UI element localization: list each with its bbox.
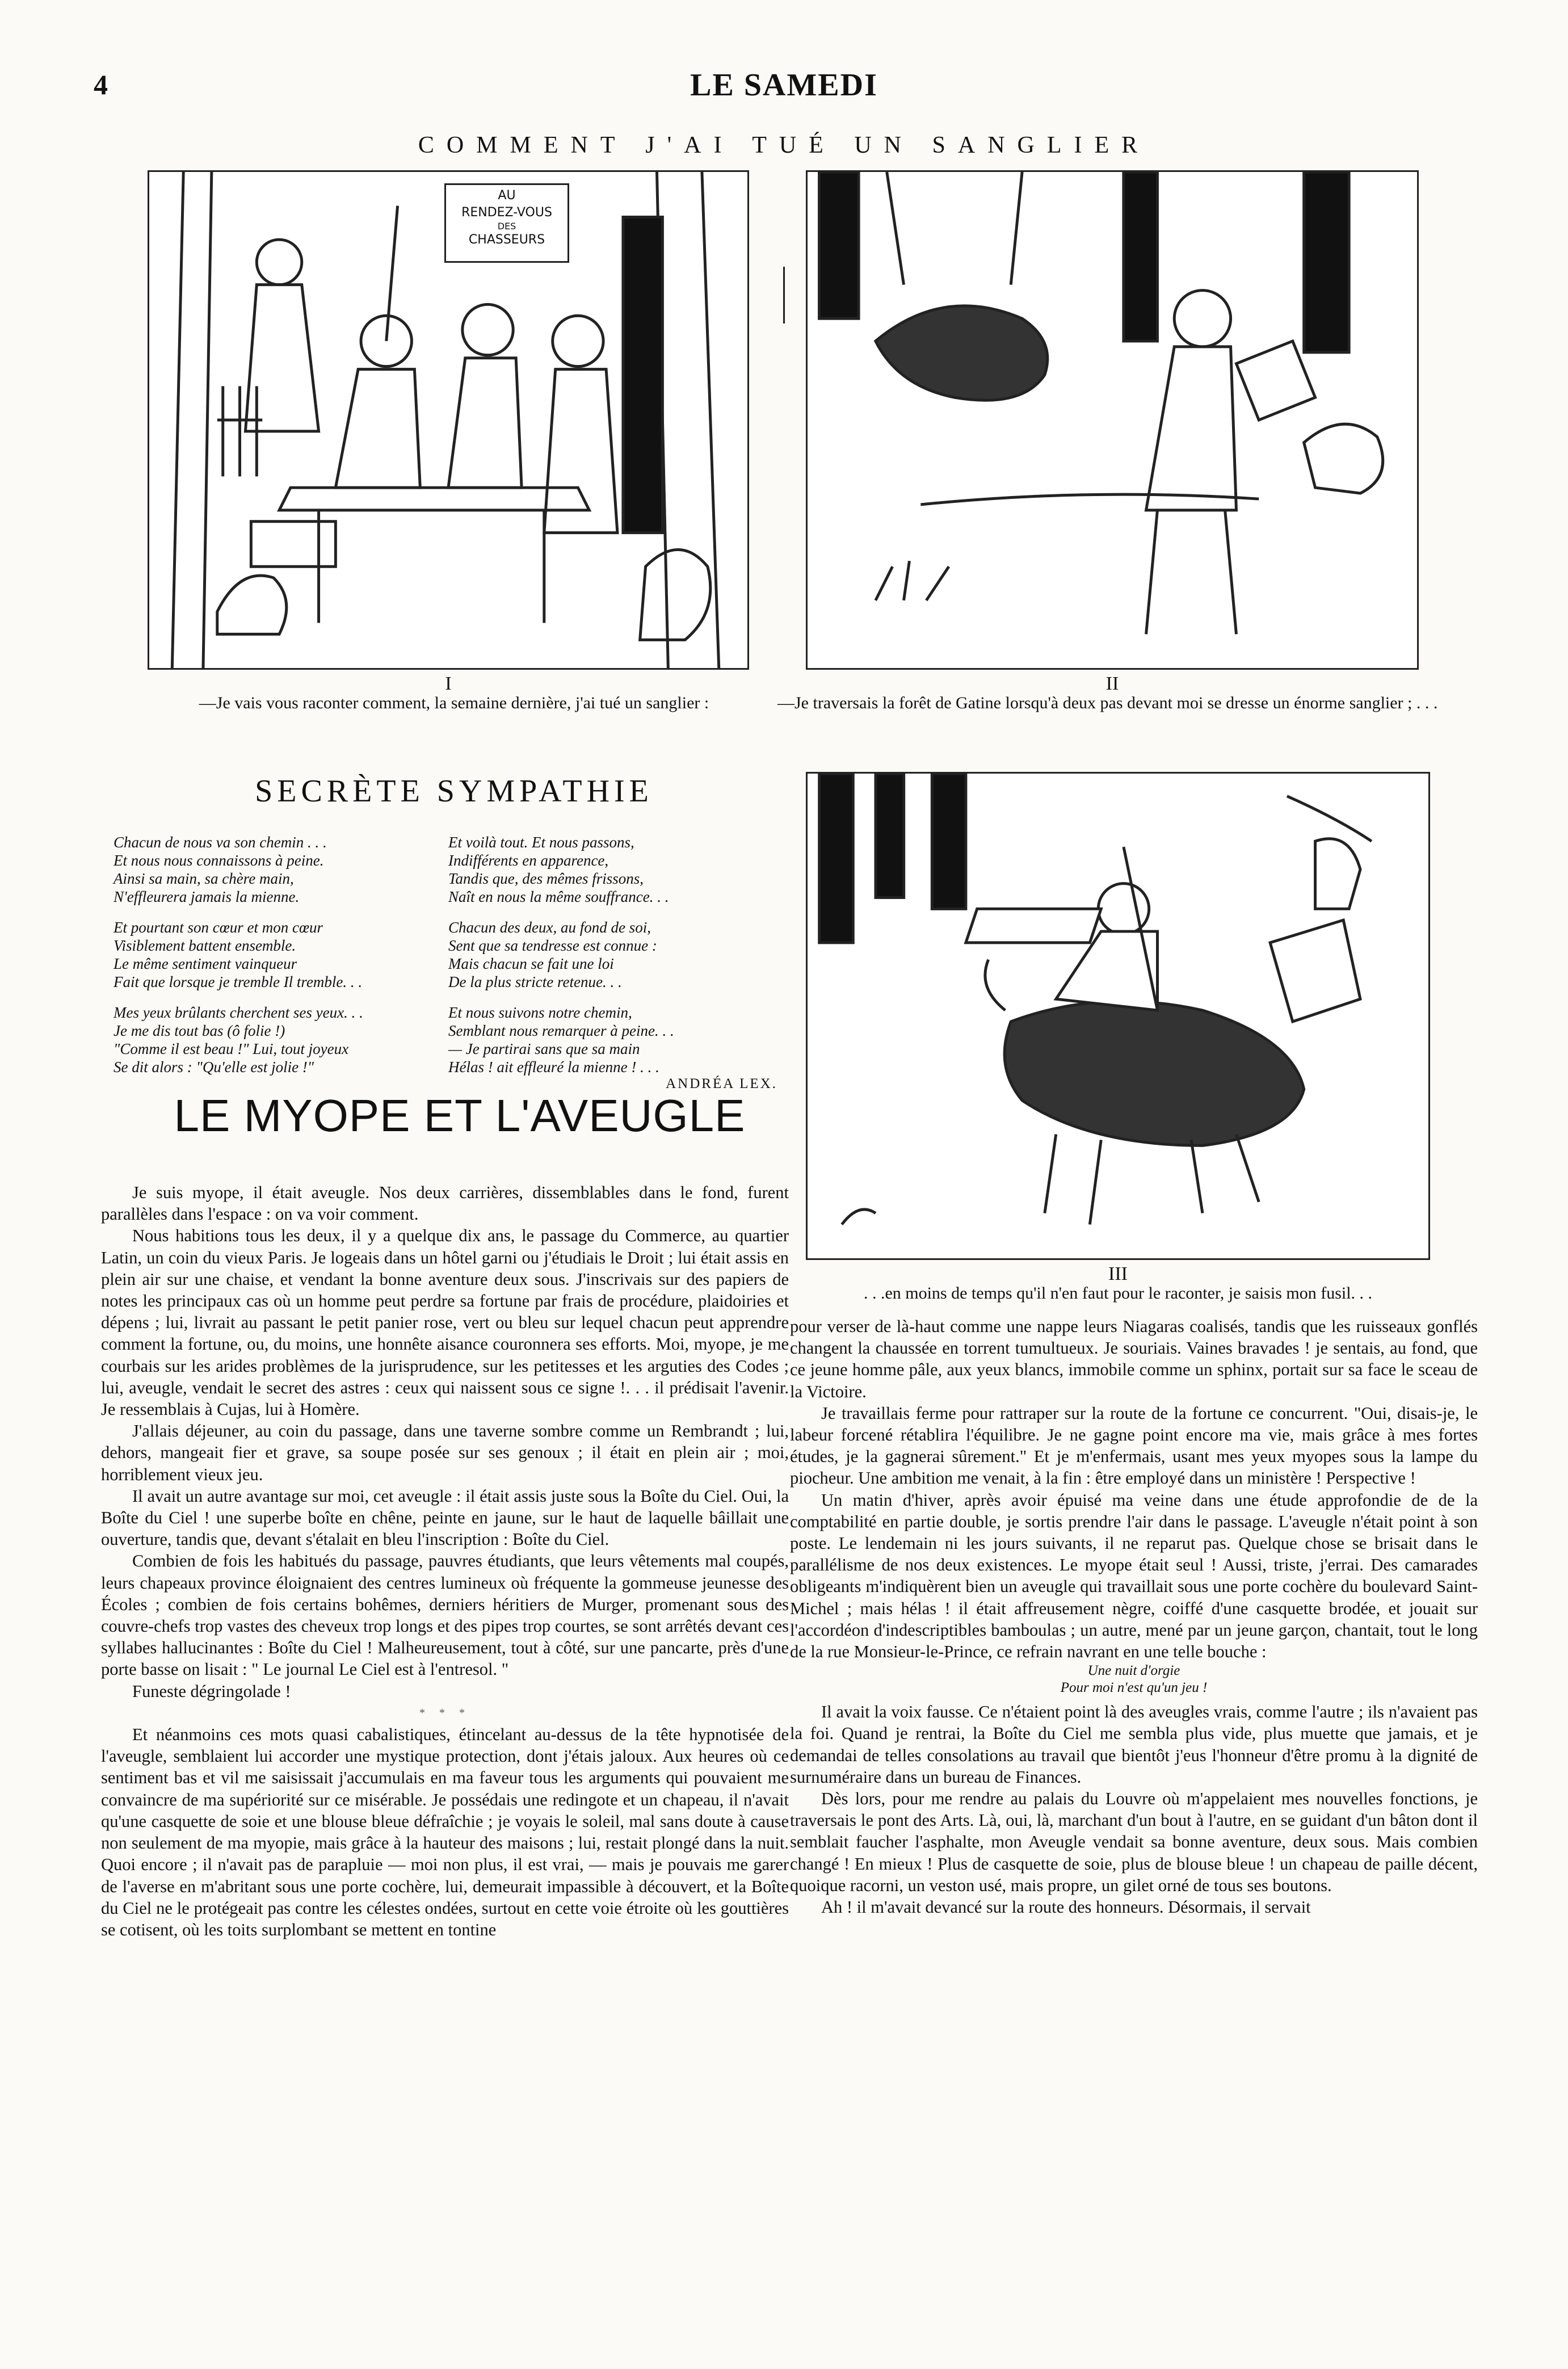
journal-masthead: LE SAMEDI <box>690 68 878 103</box>
poem-stanza: Et voilà tout. Et nous passons, Indifférents en apparence, Tandis que, des mêmes frissons, Naît en nous la même souffrance. . . <box>448 834 669 905</box>
article-paragraph: Je travaillais ferme pour rattraper sur la route de la fortune ce concurrent. "Oui, disais-je, le labeur forcené rétablira l'équilibre. Je ne gagne point encore ma vie, mais grâce à mes fortes études, je la gagnerai sûrement." Et je m'enfermais, usant mes yeux myopes sous la lampe du piocheur. Une ambition me venait, à la fin : être employé dans un ministère ! Perspective ! <box>790 1403 1478 1488</box>
article-paragraph: Et néanmoins ces mots quasi cabalistiques, étincelant au-dessus de la tête hypnotisée de l'aveugle, semblaient lui accorder une mystique protection, dont j'étais jaloux. Aux heures où ce sentiment bas et vil me saisissait j'accumulais en ma faveur tous les arguments qui pouvaient me convaincre de ma supériorité sur ce misérable. Je possédais une redingote et un chapeau, il n'avait qu'une casquette de soie et une blouse bleue défraîchie ; je voyais le soleil, mal sans doute à cause non seulement de ma myopie, mais grâce à la hauteur des maisons ; lui, restait plongé dans la nuit. Quoi encore ; il n'avait pas de parapluie — moi non plus, il est vrai, — mais je pouvais me garer de l'averse en m'abritant sous une porte cochère, lui, demeurait impassible à découvert, et la Boîte du Ciel ne le protégeait pas contre les célestes ondées, surtout en cette voie étroite où les gouttières se cotisent, où les toits surplombant se mettent en tontine <box>101 1725 789 1939</box>
poem-title: SECRÈTE SYMPATHIE <box>255 774 653 809</box>
article-paragraph: J'allais déjeuner, au coin du passage, dans une taverne sombre comme un Rembrandt ; lui, dehors, mangeait fier et grave, sa soupe posée sur ses genoux ; il était en plein air ; moi, horriblement vieux jeu. <box>101 1421 789 1484</box>
sign-line: CHASSEURS <box>468 233 545 247</box>
poem-author: ANDRÉA LEX. <box>666 1076 777 1091</box>
panel-divider <box>783 267 785 324</box>
panel-3-numeral: III <box>1108 1263 1128 1284</box>
sign-line: AU <box>498 188 516 203</box>
article-paragraph: Il avait un autre avantage sur moi, cet aveugle : il était assis juste sous la Boîte du Ciel. Oui, la Boîte du Ciel ! une superbe boîte en chêne, peinte en jaune, sur le haut de laquelle bâillait une ouverture, tandis que, devant s'étalait en bleu l'inscription : Boîte du Ciel. <box>101 1486 789 1549</box>
poem-stanza: Chacun des deux, au fond de soi, Sent que sa tendresse est connue : Mais chacun se fait une loi De la plus stricte retenue. . . <box>448 919 657 990</box>
panel-2-illustration <box>808 172 1417 668</box>
article-paragraph: Nous habitions tous les deux, il y a quelque dix ans, le passage du Commerce, au quartier Latin, un coin du vieux Paris. Je logeais dans un hôtel garni ou j'étudiais le Droit ; lui était assis en plein air sur une chaise, et vendant la bonne aventure deux sous. J'inscrivais sur des papiers de notes les principaux cas où un homme peut perdre sa fortune par frais de procédure, plaidoiries et dépens ; lui, livrait au passant le petit panier rose, vert ou bleu sur lequel chacun peut apprendre comment la fortune, ou, du moins, une honnête aisance couronnera ses efforts. Moi, myope, je me courbais sur les arides problèmes de la jurisprudence, sur les petitesses et les arguties des Codes ; lui, aveugle, vendait le secret des astres : ceux qui naissent sous ce signe !. . . il prédisait l'avenir. Je ressemblais à Cujas, lui à Homère. <box>101 1226 789 1419</box>
article-paragraph: Il avait la voix fausse. Ce n'étaient point là des aveugles vrais, comme l'autre ; ils n'avaient pas la foi. Quand je rentrai, la Boîte du Ciel me sembla plus vide, plus muette que jamais, et je demandai de telles consolations au travail que bientôt j'eus l'honneur d'être promu à la dignité de surnuméraire dans un bureau de Finances. <box>790 1702 1478 1787</box>
sign-line: RENDEZ-VOUS <box>461 205 552 220</box>
article-column-1 <box>101 1182 789 1940</box>
comic-panel-1 <box>148 170 749 670</box>
comic-title: COMMENT J'AI TUÉ UN SANGLIER <box>418 132 1150 158</box>
article-paragraph: Dès lors, pour me rendre au palais du Louvre où m'appelaient mes nouvelles fonctions, je traversais le pont des Arts. Là, oui, là, marchant d'un bout à l'autre, en se guidant d'un bâton dont il semblait faucher l'asphalte, mon Aveugle vendait sa bonne aventure, deux sous. Mais combien changé ! En mieux ! Plus de casquette de soie, plus de blouse bleue ! un chapeau de paille décent, quoique racorni, un veston usé, mais propre, un gilet orné de tous ses boutons. <box>790 1789 1478 1895</box>
poem-stanza: Et nous suivons notre chemin, Semblant nous remarquer à peine. . . — Je partirai sans que sa main Hélas ! ait effleuré la mienne ! . . . <box>448 1004 674 1076</box>
poem-left-column <box>113 833 431 1076</box>
article-paragraph: pour verser de là-haut comme une nappe leurs Niagaras coalisés, tandis que les ruisseaux gonflés changent la chaussée en torrent tumultueux. Je souriais. Vaines bravades ! je sentais, au fond, que ce jeune homme pâle, aux yeux blancs, immobile comme un sphinx, portait sur sa face le sceau de la Victoire. <box>790 1317 1478 1401</box>
panel-2-numeral: II <box>1105 673 1119 694</box>
poem-right-column <box>448 833 777 1092</box>
panel-2-caption: —Je traversais la forêt de Gatine lorsqu'à deux pas devant moi se dresse un énorme sanglier ; . . . <box>777 694 1438 712</box>
article-paragraph: Je suis myope, il était aveugle. Nos deux carrières, dissemblables dans le fond, furent parallèles dans l'espace : on va voir comment. <box>101 1183 789 1224</box>
section-separator: * * * <box>419 1706 470 1719</box>
comic-panel-2 <box>806 170 1419 670</box>
article-paragraph: Ah ! il m'avait devancé sur la route des honneurs. Désormais, il servait <box>821 1897 1311 1917</box>
rendezvous-sign <box>444 183 569 263</box>
panel-3-caption: . . .en moins de temps qu'il n'en faut pour le raconter, je saisis mon fusil. . . <box>863 1284 1373 1303</box>
article-title: LE MYOPE ET L'AVEUGLE <box>174 1090 746 1141</box>
article-paragraph: Funeste dégringolade ! <box>132 1681 291 1701</box>
song-quote: Une nuit d'orgie <box>1087 1663 1180 1679</box>
sign-line: DES <box>497 221 516 232</box>
panel-1-caption: —Je vais vous raconter comment, la semaine dernière, j'ai tué un sanglier : <box>199 694 709 712</box>
song-quote: Pour moi n'est qu'un jeu ! <box>1060 1680 1208 1696</box>
page-number: 4 <box>94 69 108 100</box>
poem-stanza: Mes yeux brûlants cherchent ses yeux. . . Je me dis tout bas (ô folie !) "Comme il est beau !" Lui, tout joyeux Se dit alors : "Qu'elle est jolie !" <box>113 1004 363 1076</box>
article-column-2 <box>790 1316 1478 1918</box>
article-paragraph: Un matin d'hiver, après avoir épuisé ma veine dans une étude approfondie de de la comptabilité en partie double, je sortis prendre l'air dans le passage. L'aveugle n'était point à son poste. Le lendemain ni les jours suivants, il ne reparut pas. Quelque chose se brisait dans le parallélisme de nos deux existences. Le myope était seul ! Aussi, triste, j'errai. Des camarades obligeants m'indiquèrent bien un aveugle qui travaillait sous une porte cochère du boulevard Saint-Michel ; mais hélas ! il était affreusement nègre, coiffé d'une casquette brodée, et jouait sur l'accordéon d'indescriptibles bamboulas ; un autre, mené par un jeune garçon, chantait, tout le long de la rue Monsieur-le-Prince, ce refrain navrant en une telle bouche : <box>790 1490 1478 1662</box>
comic-panel-3 <box>806 772 1430 1260</box>
article-paragraph: Combien de fois les habitués du passage, pauvres étudiants, que leurs vêtements mal coupés, leurs chapeaux province éloignaient des centres lumineux où fréquente la gommeuse jeunesse des Écoles ; combien de fois certains bohêmes, derniers héritiers de Murger, promenant sous des couvre-chefs trop vastes des cheveux trop longs et des pipes trop courtes, se sont arrêtés devant ces syllabes hallucinantes : Boîte du Ciel ! Malheureusement, tout à côté, sur une pancarte, près d'une porte basse on lisait : " Le journal Le Ciel est à l'entresol. " <box>101 1551 789 1679</box>
panel-1-numeral: I <box>445 673 452 694</box>
poem-stanza: Chacun de nous va son chemin . . . Et nous nous connaissons à peine. Ainsi sa main, sa chère main, N'effleurera jamais la mienne. <box>113 834 327 905</box>
panel-3-illustration <box>808 774 1428 1258</box>
poem-stanza: Et pourtant son cœur et mon cœur Visiblement battent ensemble. Le même sentiment vainqueur Fait que lorsque je tremble Il tremble. . . <box>113 919 363 990</box>
